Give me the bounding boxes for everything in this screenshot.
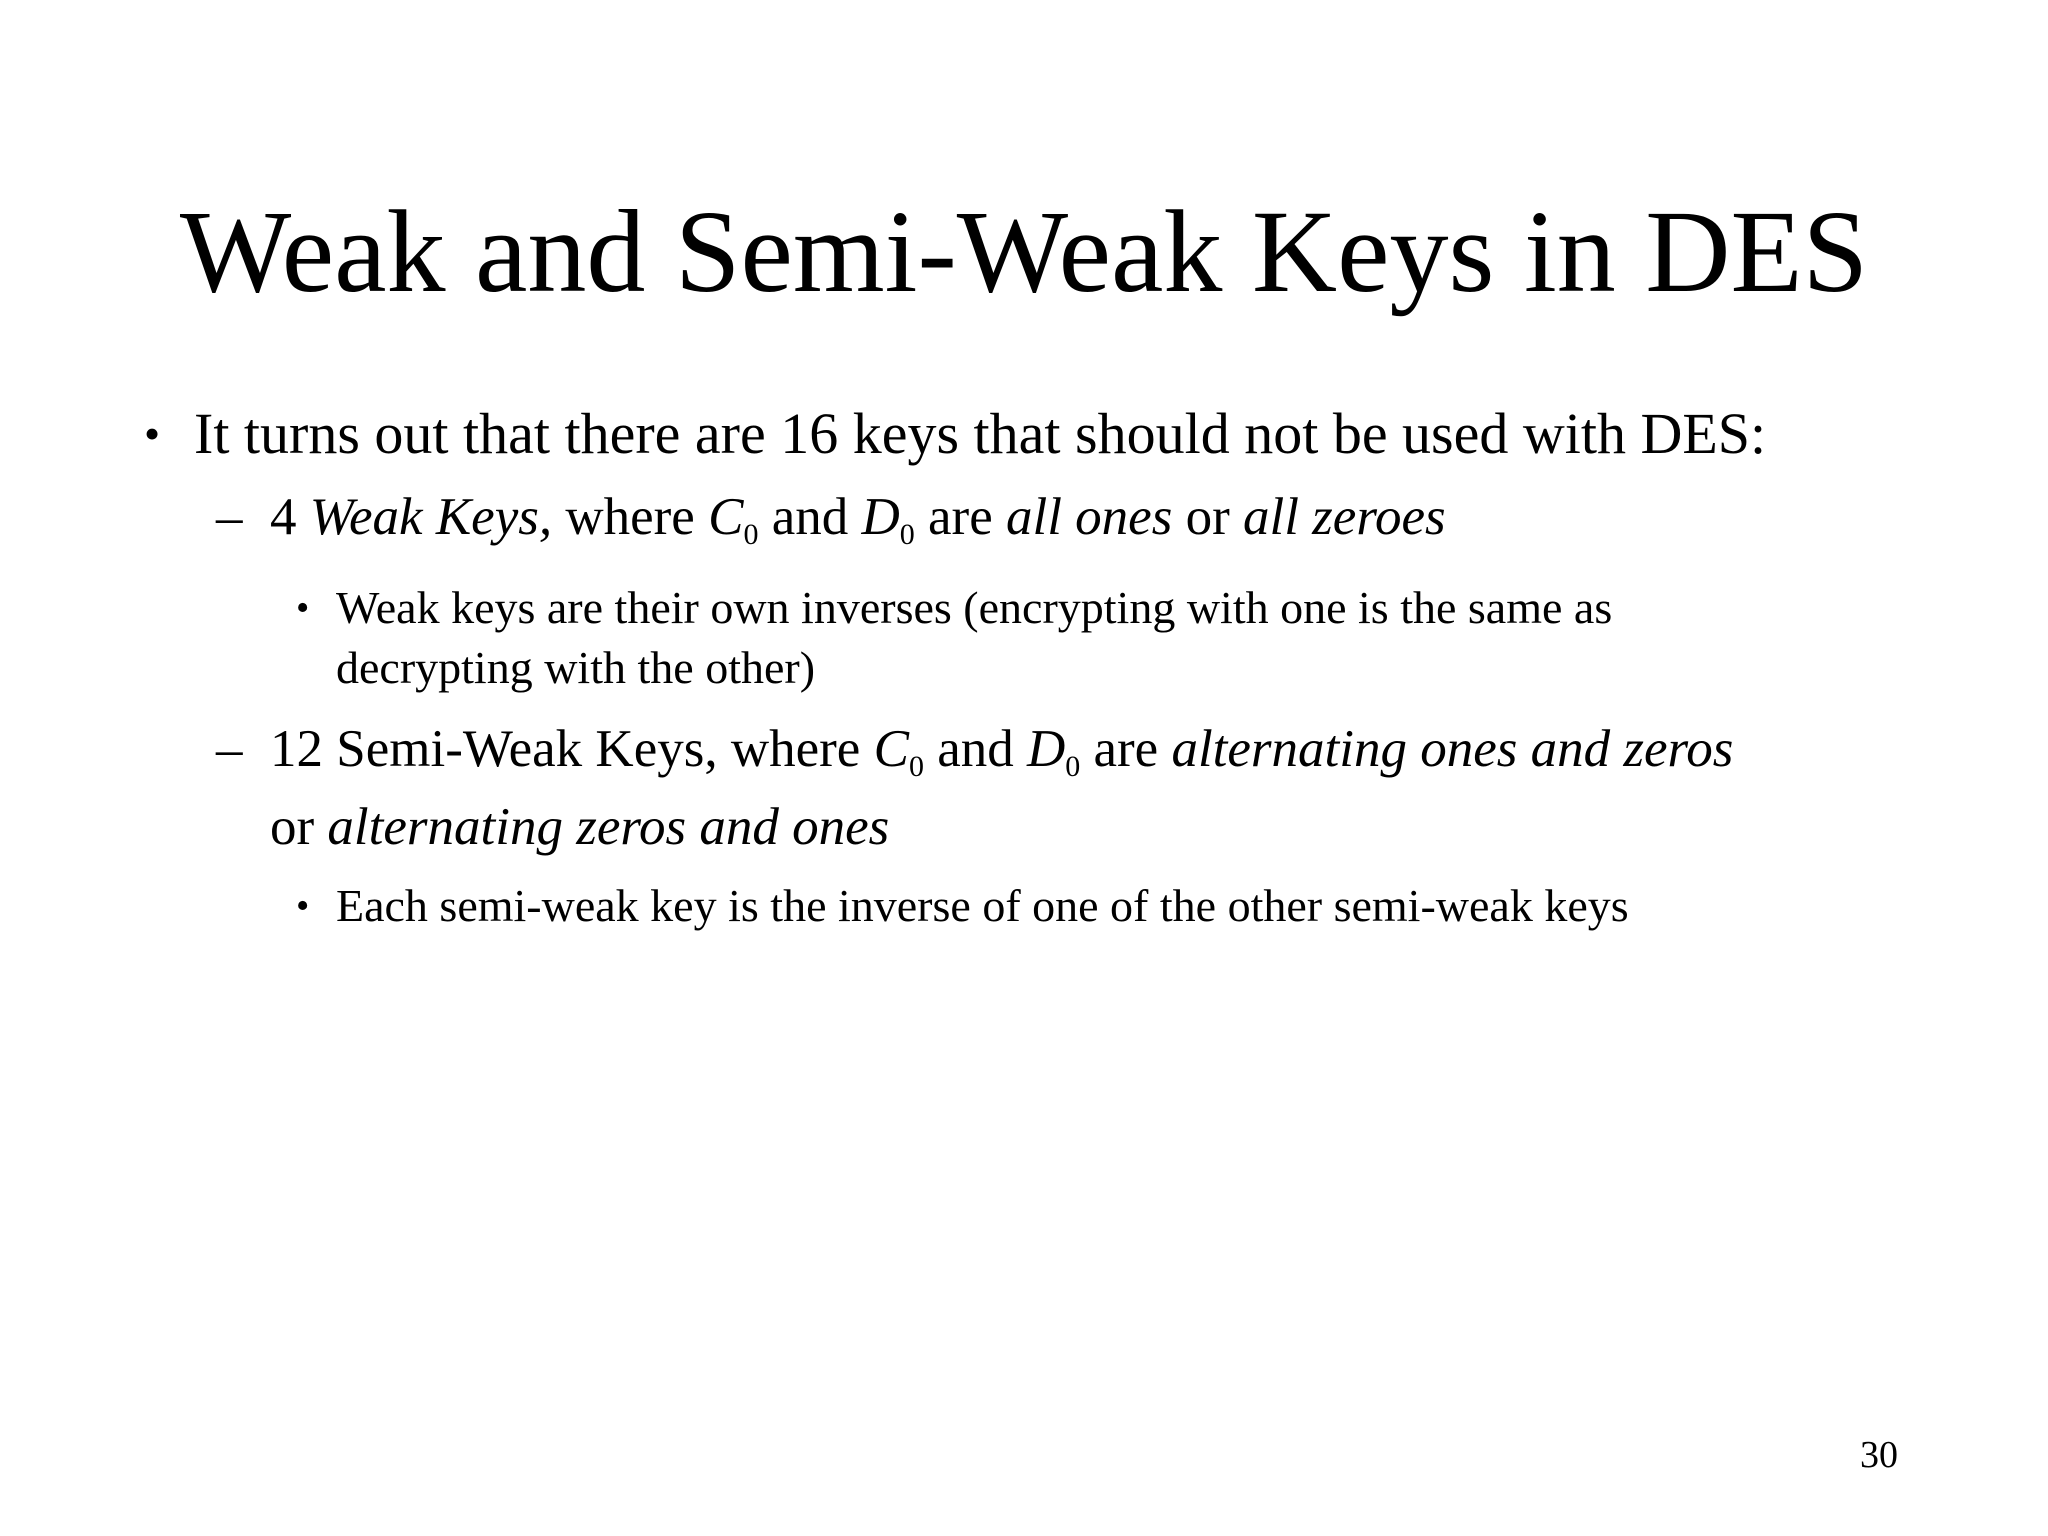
bullet-dot-icon: • <box>296 587 310 629</box>
sub-sub-bullet-text: Each semi-weak key is the inverse of one of the other semi-weak keys <box>336 880 1629 931</box>
sub-bullet-text <box>270 478 1446 556</box>
variable-c: C <box>708 488 744 546</box>
bullet-text: It turns out that there are 16 keys that should not be used with DES: <box>194 401 1767 466</box>
subscript-zero: 0 <box>899 518 915 551</box>
dash-icon: – <box>216 720 243 778</box>
subscript-zero: 0 <box>743 518 759 551</box>
bullet-dot-icon: • <box>296 885 310 927</box>
text-run: or <box>270 798 328 856</box>
sub-bullet-line2 <box>270 788 889 866</box>
emphasis-all-zeroes: all zeroes <box>1242 488 1446 546</box>
page-number: 30 <box>1860 1434 1898 1476</box>
variable-d: D <box>861 488 900 546</box>
text-run: where <box>552 488 709 546</box>
text-run: and <box>923 720 1027 778</box>
variable-d: D <box>1026 720 1066 778</box>
bullet-dot-icon: • <box>144 408 161 459</box>
text-run: are <box>914 488 1006 546</box>
text-run: are <box>1080 720 1172 778</box>
dash-icon: – <box>216 488 243 546</box>
emphasis-alternating-ones-zeros: alternating ones and zeros <box>1171 720 1734 778</box>
slide-title: Weak and Semi-Weak Keys in DES <box>179 186 1869 317</box>
sub-sub-bullet-line2: decrypting with the other) <box>336 642 816 693</box>
subscript-zero: 0 <box>908 750 924 783</box>
text-run: 12 Semi-Weak Keys, where <box>270 720 874 778</box>
sub-sub-bullet-line1: Weak keys are their own inverses (encrypting with one is the same as <box>336 582 1613 633</box>
sub-bullet-text <box>270 710 1733 788</box>
emphasis-all-ones: all ones <box>1005 488 1173 546</box>
text-run: 4 <box>270 488 310 546</box>
text-run: or <box>1172 488 1243 546</box>
variable-c: C <box>873 720 909 778</box>
text-run: and <box>758 488 862 546</box>
subscript-zero: 0 <box>1065 750 1081 783</box>
emphasis-weak-keys: Weak Keys, <box>309 488 553 546</box>
emphasis-alternating-zeros-ones: alternating zeros and ones <box>327 798 890 856</box>
